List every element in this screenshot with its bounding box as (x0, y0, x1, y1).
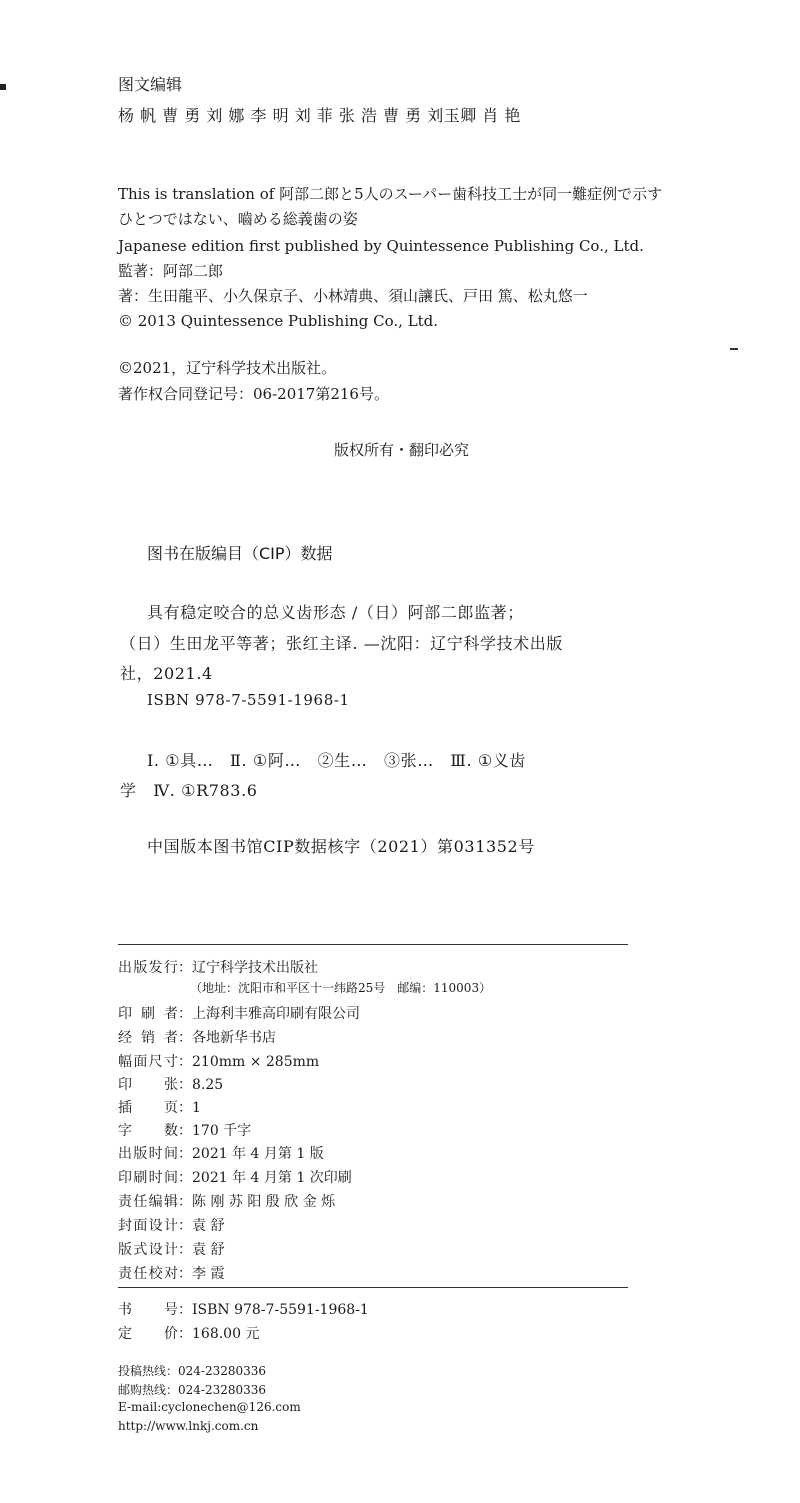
info-colon: ： (178, 1242, 192, 1258)
info-label: 印刷时间 (118, 1170, 178, 1186)
info-row-sheets (118, 1074, 223, 1094)
authors-line: 著：生田龍平、小久保京子、小林靖典、須山讓氏、戸田 篤、松丸悠一 (118, 287, 588, 305)
info-colon: ： (178, 1146, 192, 1162)
info-colon: ： (178, 1054, 192, 1070)
info-colon: ： (178, 1170, 192, 1186)
info-colon: ： (178, 1006, 192, 1022)
scan-edge-mark (0, 84, 6, 90)
info-label: 封面设计 (118, 1218, 178, 1234)
submission-hotline: 投稿热线：024-23280336 (118, 1364, 267, 1378)
info-label: 责任编辑 (118, 1194, 178, 1210)
info-colon: ： (178, 1194, 192, 1210)
info-label: 出版发行 (118, 960, 178, 976)
cip-isbn: ISBN 978-7-5591-1968-1 (147, 691, 350, 709)
original-title-cont: ひとつではない、嚙める総義歯の姿 (118, 210, 358, 228)
info-label: 版式设计 (118, 1242, 178, 1258)
info-row-inserts (118, 1097, 201, 1117)
info-label: 经销者 (118, 1030, 178, 1046)
info-row-publisher (118, 957, 318, 977)
info-value: 2021 年 4 月第 1 次印刷 (192, 1170, 352, 1186)
info-value: 辽宁科学技术出版社 (192, 960, 318, 976)
info-row-printer (118, 1003, 360, 1023)
info-label: 插页 (118, 1100, 178, 1116)
cip-classification-cont: 学 Ⅳ. ①R783.6 (120, 781, 258, 800)
translation-notice: This is translation of 阿部二郎と5人のスーパー歯科技工士が同一難症例で示す (118, 185, 663, 203)
japanese-edition-line: Japanese edition first published by Quintessence Publishing Co., Ltd. (118, 237, 644, 255)
info-colon: ： (178, 1302, 192, 1318)
info-row-editors (118, 1191, 335, 1211)
info-row-print-date (118, 1167, 352, 1187)
info-label: 字数 (118, 1123, 178, 1139)
cip-line: （日）生田龙平等著；张红主译. —沈阳：辽宁科学技术出版 (120, 634, 563, 653)
info-value: 陈 刚 苏 阳 殷 欣 金 烁 (192, 1194, 336, 1210)
info-value: 8.25 (192, 1077, 224, 1093)
supervisor-line: 監著：阿部二郎 (118, 262, 224, 280)
editors-names: 杨 帆 曹 勇 刘 娜 李 明 刘 菲 张 浩 曹 勇 刘玉卿 肖 艳 (118, 106, 521, 125)
info-value: 170 千字 (192, 1123, 252, 1139)
info-value: 袁 舒 (192, 1242, 225, 1258)
info-value: 2021 年 4 月第 1 版 (192, 1146, 324, 1162)
info-value: 上海利丰雅高印刷有限公司 (192, 1006, 360, 1022)
info-label: 责任校对 (118, 1266, 178, 1282)
all-rights-reserved: 版权所有・翻印必究 (334, 441, 470, 459)
info-colon: ： (178, 1123, 192, 1139)
info-row-book-number (118, 1299, 369, 1319)
info-row-word-count (118, 1120, 251, 1140)
cip-record-number: 中国版本图书馆CIP数据核字（2021）第031352号 (147, 837, 535, 856)
website-url: http://www.lnkj.com.cn (118, 1419, 259, 1433)
cip-heading: 图书在版编目（CIP）数据 (147, 544, 333, 563)
info-colon: ： (178, 1326, 192, 1342)
cip-line: 具有稳定咬合的总义齿形态 /（日）阿部二郎监著； (147, 603, 524, 622)
info-label: 书号 (118, 1302, 178, 1318)
info-value: 1 (192, 1100, 201, 1116)
info-label: 幅面尺寸 (118, 1054, 178, 1070)
info-value: ISBN 978-7-5591-1968-1 (192, 1302, 369, 1318)
info-colon: ： (178, 960, 192, 976)
info-row-distributor (118, 1027, 276, 1047)
cip-line: 社，2021.4 (120, 664, 213, 683)
email-address: E-mail:cyclonechen@126.com (118, 1400, 301, 1414)
cip-classification: Ⅰ. ①具… Ⅱ. ①阿… ②生… ③张… Ⅲ. ①义齿 (147, 751, 526, 770)
mail-order-hotline: 邮购热线：024-23280336 (118, 1383, 267, 1397)
info-row-format (118, 1051, 319, 1071)
info-row-price (118, 1323, 259, 1343)
divider-bottom (118, 1287, 628, 1288)
info-colon: ： (178, 1100, 192, 1116)
info-value: 210mm × 285mm (192, 1054, 320, 1070)
editors-heading: 图文编辑 (118, 75, 183, 94)
divider-top (118, 944, 628, 945)
chinese-copyright: ©2021，辽宁科学技术出版社。 (118, 359, 337, 377)
contract-registration: 著作权合同登记号：06-2017第216号。 (118, 385, 389, 403)
info-row-proofreader (118, 1263, 224, 1283)
info-value: 李 霞 (192, 1266, 225, 1282)
info-value: 袁 舒 (192, 1218, 225, 1234)
info-value: 各地新华书店 (192, 1030, 276, 1046)
info-colon: ： (178, 1077, 192, 1093)
original-copyright-line: © 2013 Quintessence Publishing Co., Ltd. (118, 312, 439, 330)
publisher-address: （地址：沈阳市和平区十一纬路25号 邮编：110003） (190, 981, 492, 995)
info-label: 印刷者 (118, 1006, 178, 1022)
info-value: 168.00 元 (192, 1326, 260, 1342)
info-row-pub-date (118, 1143, 324, 1163)
info-row-layout-design (118, 1239, 224, 1259)
info-label: 出版时间 (118, 1146, 178, 1162)
info-label: 印张 (118, 1077, 178, 1093)
info-colon: ： (178, 1218, 192, 1234)
scan-dash-mark (730, 348, 738, 350)
info-colon: ： (178, 1030, 192, 1046)
info-row-cover-design (118, 1215, 224, 1235)
info-label: 定价 (118, 1326, 178, 1342)
info-colon: ： (178, 1266, 192, 1282)
